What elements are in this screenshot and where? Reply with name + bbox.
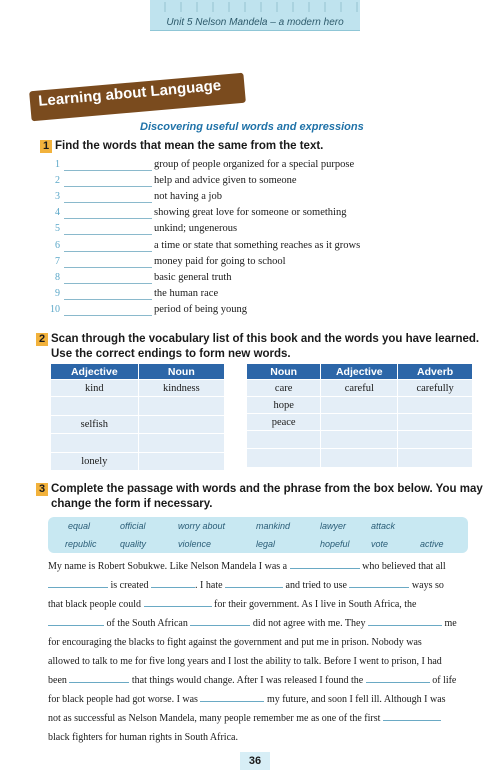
blank[interactable] (151, 577, 195, 588)
word-box-item: worry about (178, 521, 226, 531)
page-number: 36 (240, 752, 270, 770)
task2-number-badge: 2 (36, 333, 48, 346)
passage-line-2 (48, 576, 476, 595)
word-box-item: official (120, 521, 146, 531)
task1-item (40, 191, 480, 207)
passage-text: for black people had got worse. I was (48, 694, 198, 705)
blank[interactable] (349, 577, 409, 588)
item-definition: help and advice given to someone (154, 175, 297, 187)
task2-instruction-line1: Scan through the vocabulary list of this book and the words you have learned. (51, 333, 480, 345)
section-title: Learning about Language (37, 76, 222, 110)
table-cell[interactable] (138, 416, 224, 434)
passage-text: me (444, 618, 457, 629)
item-number: 5 (55, 223, 60, 235)
unit-title: Unit 5 Nelson Mandela – a modern hero (166, 17, 344, 28)
table-row (247, 380, 473, 397)
blank[interactable] (48, 577, 108, 588)
table-cell[interactable] (398, 449, 473, 468)
table-row (247, 414, 473, 431)
table-cell[interactable] (138, 453, 224, 471)
passage-text: who believed that all (362, 561, 446, 572)
passage-text: that black people could (48, 599, 142, 610)
item-definition: not having a job (154, 191, 222, 203)
word-box-item: attack (371, 521, 396, 531)
section-subtitle: Discovering useful words and expressions (140, 121, 364, 133)
task1-item (40, 256, 480, 272)
word-box-item: active (420, 539, 444, 549)
passage (48, 557, 476, 747)
blank[interactable] (144, 596, 212, 607)
item-number: 1 (55, 159, 60, 170)
table-cell: careful (321, 380, 398, 397)
table-cell: care (247, 380, 321, 397)
table-cell[interactable] (51, 397, 139, 416)
item-number: 4 (55, 207, 60, 219)
word-box-item: lawyer (320, 521, 347, 531)
word-box-item: quality (120, 539, 147, 549)
passage-line-10: black fighters for human rights in South Africa. (48, 732, 238, 743)
answer-blank[interactable] (64, 170, 152, 171)
table-cell[interactable] (321, 449, 398, 468)
task3-instruction-line1: Complete the passage with words and the phrase from the box below. You may (51, 483, 483, 495)
passage-line-3 (48, 595, 476, 614)
table2-header-adverb: Adverb (398, 364, 473, 380)
answer-blank[interactable] (64, 283, 152, 284)
task1-instruction: Find the words that mean the same from the text. (55, 140, 324, 152)
answer-blank[interactable] (64, 234, 152, 235)
blank[interactable] (48, 615, 104, 626)
passage-line-6: allowed to talk to me for five long years and I lost the ability to talk. Before I went to prison, I had (48, 656, 442, 667)
answer-blank[interactable] (64, 299, 152, 300)
item-number: 8 (55, 271, 60, 283)
table-cell: hope (247, 397, 321, 414)
table1-header-noun: Noun (138, 364, 224, 380)
item-definition: basic general truth (154, 271, 232, 283)
item-definition: period of being young (154, 303, 248, 315)
table-cell: carefully (398, 380, 473, 397)
answer-blank[interactable] (64, 202, 152, 203)
task2-instruction-line2: Use the correct endings to form new words. (51, 348, 291, 360)
item-number: 6 (55, 239, 60, 251)
table-cell[interactable] (138, 397, 224, 416)
word-box-item: vote (371, 539, 389, 549)
banner-decoration (150, 2, 360, 12)
passage-text: and tried to use (285, 580, 347, 591)
word-form-table-2 (246, 363, 473, 468)
table-cell: kindness (138, 380, 224, 397)
word-box-item: hopeful (320, 539, 350, 549)
answer-blank[interactable] (64, 218, 152, 219)
passage-text: not as successful as Nelson Mandela, many people remember me as one of the first (48, 713, 381, 724)
table-cell[interactable] (321, 414, 398, 431)
passage-text: did not agree with me. They (252, 618, 366, 629)
table-row (247, 449, 473, 468)
passage-text: ways so (411, 580, 444, 591)
answer-blank[interactable] (64, 315, 152, 316)
word-form-table-1 (50, 363, 225, 471)
table-row (51, 380, 225, 397)
table1-header-adjective: Adjective (51, 364, 139, 380)
answer-blank[interactable] (64, 186, 152, 187)
blank[interactable] (366, 672, 430, 683)
task1-item (40, 159, 480, 175)
item-number: 10 (50, 303, 60, 315)
item-definition: money paid for going to school (154, 255, 286, 267)
passage-line-5: for encouraging the blacks to fight against the government and put me in prison. Nobody was (48, 637, 422, 648)
blank[interactable] (368, 615, 442, 626)
passage-line-8 (48, 690, 476, 709)
table-cell: peace (247, 414, 321, 431)
task1-item (40, 223, 480, 239)
table-cell[interactable] (321, 397, 398, 414)
passage-text: of life (432, 675, 457, 686)
passage-text: My name is Robert Sobukwe. Like Nelson Mandela I was a (48, 561, 288, 572)
blank[interactable] (383, 710, 441, 721)
word-box-item: republic (65, 539, 97, 549)
task1-item (40, 272, 480, 288)
table-cell: selfish (51, 416, 139, 434)
table2-header-adjective: Adjective (321, 364, 398, 380)
table-row (247, 397, 473, 414)
table2-header-noun: Noun (247, 364, 321, 380)
item-definition: unkind; ungenerous (154, 223, 238, 235)
word-box-item: mankind (256, 521, 291, 531)
task1-item (40, 207, 480, 223)
blank[interactable] (190, 615, 250, 626)
item-definition: a time or state that something reaches as it grows (154, 239, 361, 251)
task3-instruction-line2: change the form if necessary. (51, 498, 213, 510)
table-cell[interactable] (398, 414, 473, 431)
passage-text: for their government. As I live in South Africa, the (214, 599, 417, 610)
word-box-item: violence (178, 539, 212, 549)
passage-text: is created (110, 580, 149, 591)
table-cell[interactable] (247, 431, 321, 449)
item-number: 3 (55, 191, 60, 203)
blank[interactable] (290, 558, 360, 569)
table-cell[interactable] (138, 434, 224, 453)
table-cell: lonely (51, 453, 139, 471)
blank[interactable] (200, 691, 264, 702)
passage-line-4 (48, 614, 476, 633)
passage-text: my future, and soon I fell ill. Although I was (266, 694, 446, 705)
passage-line-9 (48, 709, 476, 728)
table-row (51, 416, 225, 434)
table-cell[interactable] (247, 449, 321, 468)
passage-text: been (48, 675, 67, 686)
item-number: 2 (55, 175, 60, 187)
table-cell[interactable] (321, 431, 398, 449)
table-row (51, 434, 225, 453)
task1-item (40, 304, 480, 320)
answer-blank[interactable] (64, 267, 152, 268)
blank[interactable] (69, 672, 129, 683)
item-definition: the human race (154, 287, 219, 299)
table-cell[interactable] (398, 431, 473, 449)
item-number: 7 (55, 255, 60, 267)
table-row (51, 453, 225, 471)
task1-item (40, 175, 480, 191)
task3-number-badge: 3 (36, 483, 48, 496)
answer-blank[interactable] (64, 251, 152, 252)
table-row (247, 431, 473, 449)
passage-line-1 (48, 557, 476, 576)
table-row (51, 397, 225, 416)
table-cell[interactable] (51, 434, 139, 453)
passage-text: that things would change. After I was released I found the (131, 675, 364, 686)
item-definition: showing great love for someone or something (154, 207, 347, 219)
task1-item (40, 288, 480, 304)
word-box-item: equal (68, 521, 91, 531)
word-box-item: legal (256, 539, 276, 549)
task1-item (40, 240, 480, 256)
item-definition: group of people organized for a special purpose (154, 159, 355, 170)
passage-line-7 (48, 671, 476, 690)
blank[interactable] (225, 577, 283, 588)
table-cell: kind (51, 380, 139, 397)
item-number: 9 (55, 287, 60, 299)
table-cell[interactable] (398, 397, 473, 414)
passage-text: of the South African (106, 618, 188, 629)
task1-number-badge: 1 (40, 140, 52, 153)
passage-text: . I hate (195, 580, 223, 591)
